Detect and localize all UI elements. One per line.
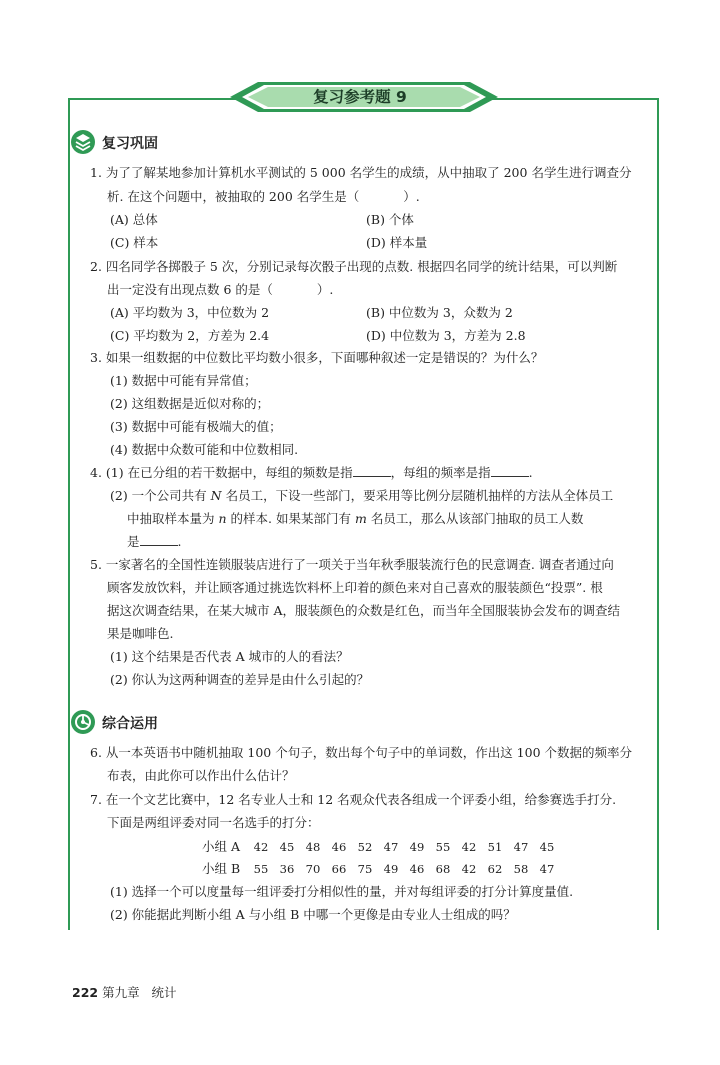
q3-item3: (3) 数据中可能有极端大的值； [110, 419, 282, 434]
score-a-7: 49 [409, 840, 425, 854]
q4-l3c: 名员工，那么从该部门抽取的员工人数 [370, 511, 584, 526]
score-b-3: 70 [305, 862, 321, 876]
score-a-8: 55 [435, 840, 451, 854]
q1-option-d: (D) 样本量 [366, 235, 428, 250]
score-b-1: 55 [253, 862, 269, 876]
q3-line1: 3. 如果一组数据的中位数比平均数小很多，下面哪种叙述一定是错误的？为什么？ [90, 350, 544, 365]
var-n: n [218, 511, 227, 526]
score-a-3: 48 [305, 840, 321, 854]
score-b-5: 75 [357, 862, 373, 876]
q1-option-b: (B) 个体 [366, 212, 414, 227]
q3-item1: (1) 数据中可能有异常值； [110, 373, 257, 388]
q7-item1: (1) 选择一个可以度量每一组评委打分相似性的量，并对每组评委的打分计算度量值. [110, 884, 574, 899]
review-section-icon [70, 129, 96, 155]
q4-l3b: 的样本. 如果某部门有 [230, 511, 351, 526]
q5-item1: (1) 这个结果是否代表 A 城市的人的看法？ [110, 649, 349, 664]
fill-blank [491, 464, 529, 477]
q5-item2: (2) 你认为这两种调查的差异是由什么引起的？ [110, 672, 370, 687]
q4-l2a: (2) 一个公司共有 [110, 488, 207, 503]
q4-l4a: 是 [127, 534, 140, 549]
q2-line2-end: ）. [316, 282, 334, 297]
application-section-icon [70, 709, 96, 735]
q1-line2-end: ）. [403, 189, 420, 204]
q2-option-c: (C) 平均数为 2，方差为 2.4 [110, 328, 270, 343]
q7-line1: 7. 在一个文艺比赛中，12 名专业人士和 12 名观众代表各组成一个评委小组，给参赛选手打分. [90, 792, 617, 807]
score-a-10: 51 [487, 840, 503, 854]
q1-line2-text: 析. 在这个问题中，被抽取的 200 名学生是（ [107, 189, 360, 204]
section-title-application: 综合运用 [102, 716, 158, 732]
page-footer [72, 983, 177, 1001]
score-row-a [202, 838, 560, 856]
fill-blank [140, 533, 178, 546]
q4-l3a: 中抽取样本量为 [127, 511, 215, 526]
q4-l1c: . [528, 465, 533, 480]
q2-line2 [107, 281, 333, 299]
q3-item2: (2) 这组数据是近似对称的； [110, 396, 270, 411]
score-b-12: 47 [539, 862, 555, 876]
q5-line1: 5. 一家著名的全国性连锁服装店进行了一项关于当年秋季服装流行色的民意调查. 调查者通过向 [90, 557, 614, 572]
frame-left-rule [68, 100, 70, 930]
chapter-label: 第九章 [102, 985, 140, 1000]
q4-l1b: ，每组的频率是指 [390, 465, 491, 480]
q4-l1a: 4. (1) 在已分组的若干数据中，每组的频数是指 [90, 465, 353, 480]
score-b-8: 68 [435, 862, 451, 876]
row-label-a: 小组 A [202, 839, 241, 854]
score-a-6: 47 [383, 840, 399, 854]
q4-line4 [127, 533, 182, 551]
score-b-6: 49 [383, 862, 399, 876]
score-a-11: 47 [513, 840, 529, 854]
q1-line1: 1. 为了了解某地参加计算机水平测试的 5 000 名学生的成绩，从中抽取了 200 名学生进行调查分 [90, 165, 632, 180]
q2-line2-text: 出一定没有出现点数 6 的是（ [107, 282, 273, 297]
score-a-2: 45 [279, 840, 295, 854]
q4-line2 [110, 487, 613, 505]
q7-item2: (2) 你能据此判断小组 A 与小组 B 中哪一个更像是由专业人士组成的吗？ [110, 907, 516, 922]
chapter-title: 统计 [151, 985, 177, 1000]
q2-option-d: (D) 中位数为 3，方差为 2.8 [366, 328, 526, 343]
row-label-b: 小组 B [202, 861, 241, 876]
score-b-11: 58 [513, 862, 529, 876]
var-m: m [354, 511, 367, 526]
page-title: 复习参考题 9 [313, 88, 407, 106]
q5-line2: 顾客发放饮料，并让顾客通过挑选饮料杯上印着的颜色来对自己喜欢的服装颜色“投票”. 根 [107, 580, 603, 595]
q7-line2: 下面是两组评委对同一名选手的打分： [107, 815, 320, 830]
score-b-2: 36 [279, 862, 295, 876]
q4-l4b: . [177, 534, 182, 549]
q2-option-b: (B) 中位数为 3，众数为 2 [366, 305, 513, 320]
score-a-5: 52 [357, 840, 373, 854]
fill-blank [353, 464, 391, 477]
q4-line3 [127, 510, 583, 528]
q1-option-c: (C) 样本 [110, 235, 159, 250]
q1-option-a: (A) 总体 [110, 212, 158, 227]
score-a-12: 45 [539, 840, 555, 854]
q1-line2 [107, 188, 420, 206]
score-b-4: 66 [331, 862, 347, 876]
q6-line2: 布表，由此你可以作出什么估计？ [107, 768, 295, 783]
score-a-1: 42 [253, 840, 269, 854]
q5-line3: 据这次调查结果，在某大城市 A，服装颜色的众数是红色，而当年全国服装协会发布的调查结 [107, 603, 621, 618]
q4-l2b: 名员工，下设一些部门，要采用等比例分层随机抽样的方法从全体员工 [225, 488, 614, 503]
q2-line1: 2. 四名同学各掷骰子 5 次，分别记录每次骰子出现的点数. 根据四名同学的统计结果，可以判断 [90, 259, 618, 274]
q6-line1: 6. 从一本英语书中随机抽取 100 个句子，数出每个句子中的单词数，作出这 100 个数据的频率分 [90, 745, 633, 760]
score-b-9: 42 [461, 862, 477, 876]
score-b-10: 62 [487, 862, 503, 876]
frame-right-rule [657, 100, 659, 930]
score-a-4: 46 [331, 840, 347, 854]
var-N: N [210, 488, 222, 503]
q2-option-a: (A) 平均数为 3，中位数为 2 [110, 305, 270, 320]
score-b-7: 46 [409, 862, 425, 876]
section-title-review: 复习巩固 [102, 136, 158, 152]
q5-line4: 果是咖啡色. [107, 626, 174, 641]
q3-item4: (4) 数据中众数可能和中位数相同. [110, 442, 299, 457]
score-a-9: 42 [461, 840, 477, 854]
page-number: 222 [72, 985, 99, 1000]
score-row-b [202, 860, 560, 878]
q4-line1 [90, 464, 533, 482]
